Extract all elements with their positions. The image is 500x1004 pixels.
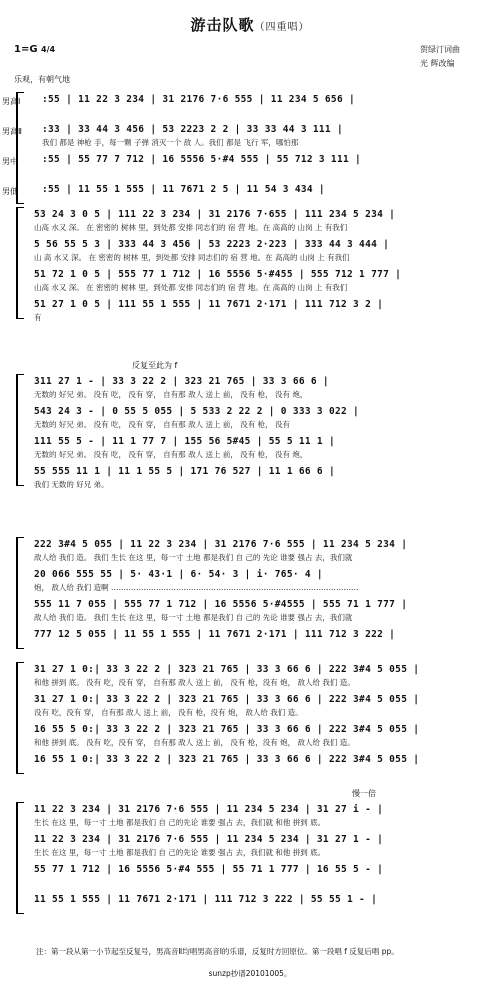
notation-line: 11 55 1 555 | 11 7671 2·171 | 111 712 3 222 | 55 55 1 - | xyxy=(34,894,378,905)
notation-line: 55 77 1 712 | 16 5556 5·#4 555 | 55 71 1 777 | 16 55 5 - | xyxy=(34,864,384,875)
notation-line: 31 27 1 0:| 33 3 22 2 | 323 21 765 | 33 3 66 6 | 222 3#4 5 055 | xyxy=(34,664,420,675)
footnote: 注：第一段从第一小节起至反复号，男高音Ⅱ均唱男高音Ⅰ的乐谱，反复时方回原位。第一段唱 f 反复后唱 pp。 xyxy=(36,947,399,956)
lyric-line: 无数的 好兄 弟。 没有 吃， 没有 穿， 自有那 敌人 送上 前， 没有 枪， 没有 炮， xyxy=(34,390,308,399)
notation-line: 555 11 7 055 | 555 77 1 712 | 16 5556 5·#4555 | 555 71 1 777 | xyxy=(34,599,408,610)
transcriber-signature: sunzp抄谱20101005。 xyxy=(208,969,292,978)
lyric-line: 山 高 水又 深。 在 密密的 树林 里，到处都 安排 同志们的 宿 营 地。在 高高的 山岗 上 有我们 xyxy=(34,253,350,262)
lyric-line: 敌人给 我们 造。 我们 生长 在这 里，每一寸 土地 都是我们 自 己的 先论 谁要 强占 去，我们就 xyxy=(34,553,353,562)
lyric-line: 有 xyxy=(34,313,42,322)
lyric-line: 山高 水又 深。 在 密密的 树林 里，到处都 安排 同志们的 宿 营 地。在 高高的 山岗 上 有我们 xyxy=(34,283,348,292)
lyricist-credit: 贺绿汀词曲 xyxy=(420,45,460,54)
notation-line: 31 27 1 0:| 33 3 22 2 | 323 21 765 | 33 3 66 6 | 222 3#4 5 055 | xyxy=(34,694,420,705)
lyric-line: 我们 无数的 好兄 弟。 xyxy=(34,480,109,489)
subtitle-text: （四重唱） xyxy=(254,22,310,33)
system-bracket xyxy=(16,802,24,914)
notation-line: 11 22 3 234 | 31 2176 7·6 555 | 11 234 5 234 | 31 27 1 - | xyxy=(34,834,384,845)
notation-line: 53 24 3 0 5 | 111 22 3 234 | 31 2176 7·655 | 111 234 5 234 | xyxy=(34,209,396,220)
notation-line: :33 | 33 44 3 456 | 53 2223 2 2 | 33 33 44 3 111 | xyxy=(42,124,343,135)
notation-line: :55 | 11 22 3 234 | 31 2176 7·6 555 | 11 234 5 656 | xyxy=(42,94,356,105)
notation-line: :55 | 55 77 7 712 | 16 5556 5·#4 555 | 55 712 3 111 | xyxy=(42,154,362,165)
notation-line: 55 555 11 1 | 11 1 55 5 | 171 76 527 | 11 1 66 6 | xyxy=(34,466,335,477)
lyric-line: 和他 拼到 底。 没有 吃，没有 穿， 自有那 敌人 送上 前， 没有 枪，没有 炮， 敌人给 我们 造。 xyxy=(34,738,355,747)
system-bracket xyxy=(16,374,24,486)
arranger-credit: 光 辉改编 xyxy=(420,59,455,68)
score-title xyxy=(0,14,500,35)
lyric-line: 炮， 敌人给 我们 造啊 ……………………………………………………………………………………… xyxy=(34,583,359,592)
time-signature-text: 4/4 xyxy=(41,45,56,54)
system-bracket xyxy=(16,662,24,774)
lyric-line: 敌人给 我们 造。 我们 生长 在这 里，每一寸 土地 都是我们 自 己的 先论 谁要 强占 去，我们就 xyxy=(34,613,353,622)
system-annotation: 反复至此为 f xyxy=(132,361,178,370)
lyric-line: 生长 在这 里，每一寸 土地 都是我们 自 己的先论 谁要 强占 去，我们就 和他 拼到 底。 xyxy=(34,848,326,857)
lyric-line: 我们 都是 神枪 手，每一颗 子弹 消灭一个 敌 人。我们 都是 飞行 军，哪怕那 xyxy=(42,138,299,147)
notation-line: 543 24 3 - | 0 55 5 055 | 5 533 2 22 2 | 0 333 3 022 | xyxy=(34,406,360,417)
notation-line: 51 27 1 0 5 | 111 55 1 555 | 11 7671 2·171 | 111 712 3 2 | xyxy=(34,299,384,310)
notation-line: 311 27 1 - | 33 3 22 2 | 323 21 765 | 33 3 66 6 | xyxy=(34,376,329,387)
lyric-line: 山高 水又 深。 在 密密的 树林 里，到处都 安排 同志们的 宿 营 地。在 高高的 山岗 上 有我们 xyxy=(34,223,348,232)
notation-line: 111 55 5 - | 11 1 77 7 | 155 56 5#45 | 55 5 11 1 | xyxy=(34,436,335,447)
lyric-line: 和他 拼到 底。 没有 吃，没有 穿， 自有那 敌人 送上 前， 没有 枪，没有 炮， 敌人给 我们 造。 xyxy=(34,678,355,687)
notation-line: 16 55 5 0:| 33 3 22 2 | 323 21 765 | 33 3 66 6 | 222 3#4 5 055 | xyxy=(34,724,420,735)
lyric-line: 无数的 好兄 弟。 没有 吃， 没有 穿， 自有那 敌人 送上 前， 没有 枪， 没有 xyxy=(34,420,290,429)
part-label: 男低 xyxy=(2,187,18,196)
notation-line: 5 56 55 5 3 | 333 44 3 456 | 53 2223 2·223 | 333 44 3 444 | xyxy=(34,239,390,250)
part-label: 男中 xyxy=(2,157,18,166)
title-text: 游击队歌 xyxy=(190,16,255,34)
system-bracket xyxy=(16,537,24,649)
part-label: 男高Ⅰ xyxy=(2,97,21,106)
notation-line: :55 | 11 55 1 555 | 11 7671 2 5 | 11 54 3 434 | xyxy=(42,184,325,195)
notation-line: 777 12 5 055 | 11 55 1 555 | 11 7671 2·171 | 111 712 3 222 | xyxy=(34,629,396,640)
notation-line: 222 3#4 5 055 | 11 22 3 234 | 31 2176 7·6 555 | 11 234 5 234 | xyxy=(34,539,408,550)
notation-line: 20 066 555 55 | 5· 43·1 | 6· 54· 3 | i· 765· 4 | xyxy=(34,569,323,580)
tempo-marking: 乐观，有朝气地 xyxy=(14,75,70,84)
system-bracket xyxy=(16,207,24,319)
notation-line: 16 55 1 0:| 33 3 22 2 | 323 21 765 | 33 3 66 6 | 222 3#4 5 055 | xyxy=(34,754,420,765)
system-annotation: 慢一倍 xyxy=(352,789,376,798)
lyric-line: 生长 在这 里，每一寸 土地 都是我们 自 己的先论 谁要 强占 去，我们就 和他 拼到 底。 xyxy=(34,818,326,827)
key-text: 1=G xyxy=(14,44,38,55)
key-signature xyxy=(14,44,55,55)
lyric-line: 没有 吃，没有 穿， 自有那 敌人 送上 前， 没有 枪，没有 炮， 敌人给 我们 造。 xyxy=(34,708,303,717)
notation-line: 11 22 3 234 | 31 2176 7·6 555 | 11 234 5 234 | 31 27 i - | xyxy=(34,804,384,815)
notation-line: 51 72 1 0 5 | 555 77 1 712 | 16 5556 5·#455 | 555 712 1 777 | xyxy=(34,269,402,280)
lyric-line: 无数的 好兄 弟。 没有 吃， 没有 穿， 自有那 敌人 送上 前， 没有 枪， 没有 炮， xyxy=(34,450,308,459)
part-label: 男高Ⅱ xyxy=(2,127,22,136)
